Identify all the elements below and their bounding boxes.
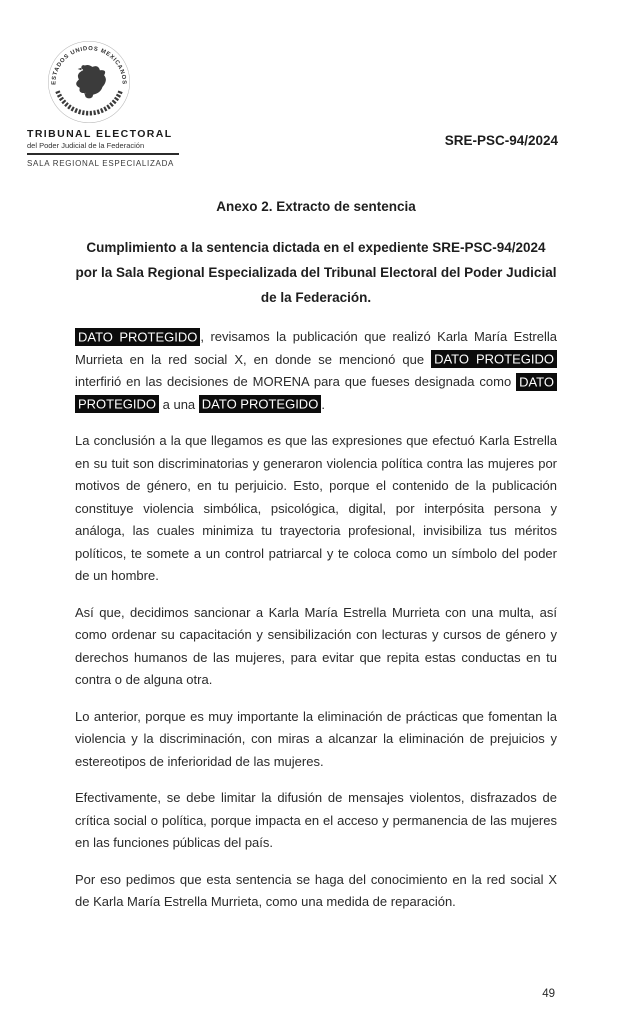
org-name: TRIBUNAL ELECTORAL [27, 128, 173, 140]
text-run: interfirió en las decisiones de MORENA para que fueses designada como [75, 374, 517, 389]
text-run: , revisamos la publicación que realizó Karla María Estrella Murrieta en la red social X, en donde se mencionó que [75, 329, 557, 367]
org-division: SALA REGIONAL ESPECIALIZADA [27, 159, 175, 168]
seal-text: ESTADOS UNIDOS MEXICANOS [51, 45, 127, 85]
text-run: Lo anterior, porque es muy importante la eliminación de prácticas que fomentan la violencia y la discriminación, con miras a alcanzar la eliminación de prejuicios y estereotipos de inferioridad de las mujeres. [75, 708, 557, 769]
org-subtitle: del Poder Judicial de la Federación [27, 141, 145, 150]
paragraph [75, 787, 557, 855]
redacted-text: DATO PROTEGIDO [75, 373, 557, 414]
eagle-icon [76, 65, 106, 98]
text-run: Efectivamente, se debe limitar la difusión de mensajes violentos, disfrazados de crítica social o política, porque impacta en el acceso y permanencia de las mujeres en las funciones públicas del país. [75, 790, 557, 850]
text-run: La conclusión a la que llegamos es que las expresiones que efectuó Karla Estrella en su tuit son discriminatorias y generaron violencia política contra las mujeres por motivos de género, en tu perjuicio. Esto, porque el contenido de la publicación constituye violencia simbólica, psicológica, digital, por interpósita persona y análoga, las cuales minimiza tu trayectoria profesional, invisibiliza tus méritos políticos, te somete a un control patriarcal y te coloca como un símbolo del poder de un hombre. [75, 433, 557, 583]
text-run: Así que, decidimos sancionar a Karla María Estrella Murrieta con una multa, así como ordenar su capacitación y sensibilización con lecturas y cursos de género y derechos humanos de las mujeres, para evitar que repita estas conductas en tu contra o de alguna otra. [75, 604, 557, 687]
text-run: Por eso pedimos que esta sentencia se haga del conocimiento en la red social X de Karla María Estrella Murrieta, como una medida de reparación. [75, 871, 557, 909]
document-content [75, 199, 557, 928]
letterhead-divider [27, 153, 179, 155]
text-run: . [321, 396, 325, 412]
paragraph [75, 430, 557, 588]
case-number: SRE-PSC-94/2024 [444, 133, 558, 148]
document-subtitle: Cumplimiento a la sentencia dictada en el expediente SRE-PSC-94/2024 por la Sala Regional Especializada del Tribunal Electoral del Poder Judicial de la Federación. [75, 240, 557, 305]
document-title: Anexo 2. Extracto de sentencia [216, 199, 416, 214]
national-seal-icon [47, 40, 131, 124]
page-number: 49 [542, 988, 555, 1000]
redacted-text: DATO PROTEGIDO [75, 328, 200, 346]
paragraph [75, 326, 557, 416]
text-run: a una [159, 396, 199, 412]
redacted-text: DATO PROTEGIDO [199, 395, 322, 413]
letterhead [27, 40, 180, 168]
redacted-text: DATO PROTEGIDO [431, 350, 557, 368]
paragraph [75, 706, 557, 774]
document-body [75, 326, 557, 914]
paragraph [75, 602, 557, 692]
paragraph [75, 869, 557, 914]
